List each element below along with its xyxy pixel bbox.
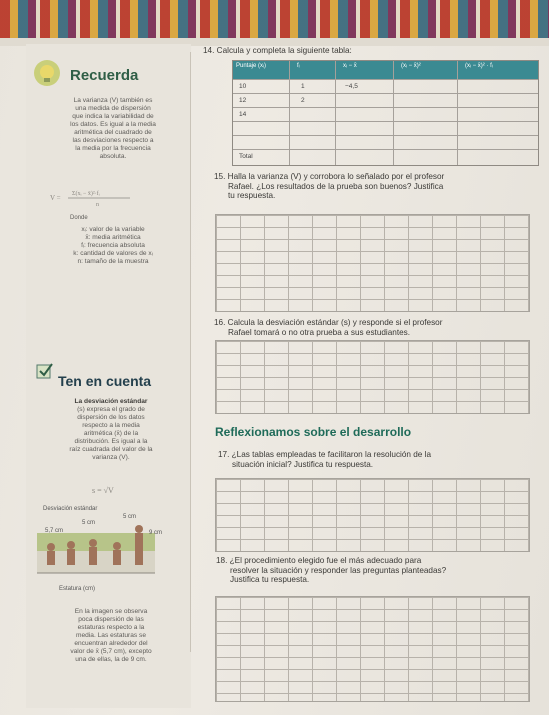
- header-cell: Puntaje (xᵢ): [236, 63, 266, 69]
- table-cell[interactable]: −4,5: [345, 83, 358, 90]
- definitions: xᵢ: valor de la variable x̄: media aritmética fᵢ: frecuencia absoluta k: cantidad de valores de xᵢ n: tamaño de la muestra: [73, 226, 153, 265]
- donde-label: Donde: [70, 215, 88, 221]
- header-cell: fᵢ: [297, 63, 300, 69]
- header-cell: xᵢ − x̄: [343, 63, 357, 69]
- question-16: 16. Calcula la desviación estándar (s) y responde si el profesor Rafael tomará o no otra prueba a sus estudiantes.: [214, 318, 443, 337]
- question-17: 17. ¿Las tablas empleadas te facilitaron la resolución de la situación inicial? Justifica tu respuesta.: [218, 450, 431, 469]
- height-illustration: Desviación estándar 5 cm 5 cm 5,7 cm 9 cm Estatura (cm): [37, 505, 162, 593]
- std-formula: s = √V: [92, 486, 114, 495]
- illustration-caption: En la imagen se observa poca dispersión de las estaturas respecto a la media. Las estaturas se encuentran alrededor del valor de x̄ (5,7 cm), excepto una de ellas, la de 9 cm.: [70, 608, 152, 663]
- variance-formula: [50, 187, 180, 209]
- svg-text:Σ(xᵢ − x̄)²·fᵢ: Σ(xᵢ − x̄)²·fᵢ: [72, 191, 100, 197]
- table-cell[interactable]: 1: [301, 83, 305, 90]
- question-15: 15. Halla la varianza (V) y corrobora lo señalado por el profesor Rafael. ¿Los resultados de la prueba son buenos? Justifica tu respuesta.: [214, 172, 445, 200]
- answer-grid-16[interactable]: [215, 340, 530, 414]
- question-18: 18. ¿El procedimiento elegido fue el más adecuado para resolver la situación y responder las preguntas planteadas? Justifica tu respuesta.: [216, 556, 447, 584]
- header-cell: (xᵢ − x̄)²: [401, 63, 421, 69]
- recuerda-body: La varianza (V) también es una medida de dispersión que indica la variabilidad de los datos. Es igual a la media aritmética del cuadrado de las desviaciones respecto a la media por la frecuencia absoluta.: [70, 97, 156, 160]
- recuerda-title: Recuerda: [70, 67, 139, 84]
- table-cell[interactable]: 14: [239, 111, 247, 118]
- frequency-table: [232, 60, 539, 166]
- table-cell[interactable]: 2: [301, 97, 305, 104]
- pencil-check-icon: [36, 362, 54, 380]
- reflexionamos-heading: Reflexionamos sobre el desarrollo: [215, 425, 412, 439]
- svg-text:V =: V =: [50, 194, 61, 202]
- question-14: 14. Calcula y completa la siguiente tabla:: [203, 46, 352, 55]
- ten-en-cuenta-body: La desviación estándar (s) expresa el grado de dispersión de los datos respecto a la media aritmética (x̄) de la distribución. Es igual a la raíz cuadrada del valor de la varianza (V).: [69, 398, 153, 461]
- decorative-border: [0, 0, 549, 38]
- answer-grid-18[interactable]: [215, 596, 530, 702]
- table-cell[interactable]: 12: [239, 97, 247, 104]
- lightbulb-icon: [34, 60, 60, 86]
- answer-grid-17[interactable]: [215, 478, 530, 552]
- ten-en-cuenta-title: Ten en cuenta: [58, 373, 152, 389]
- header-cell: (xᵢ − x̄)² · fᵢ: [465, 63, 493, 69]
- table-cell[interactable]: 10: [239, 83, 247, 90]
- answer-grid-15[interactable]: [215, 214, 530, 312]
- table-cell[interactable]: Total: [239, 153, 253, 160]
- svg-text:n: n: [96, 202, 99, 208]
